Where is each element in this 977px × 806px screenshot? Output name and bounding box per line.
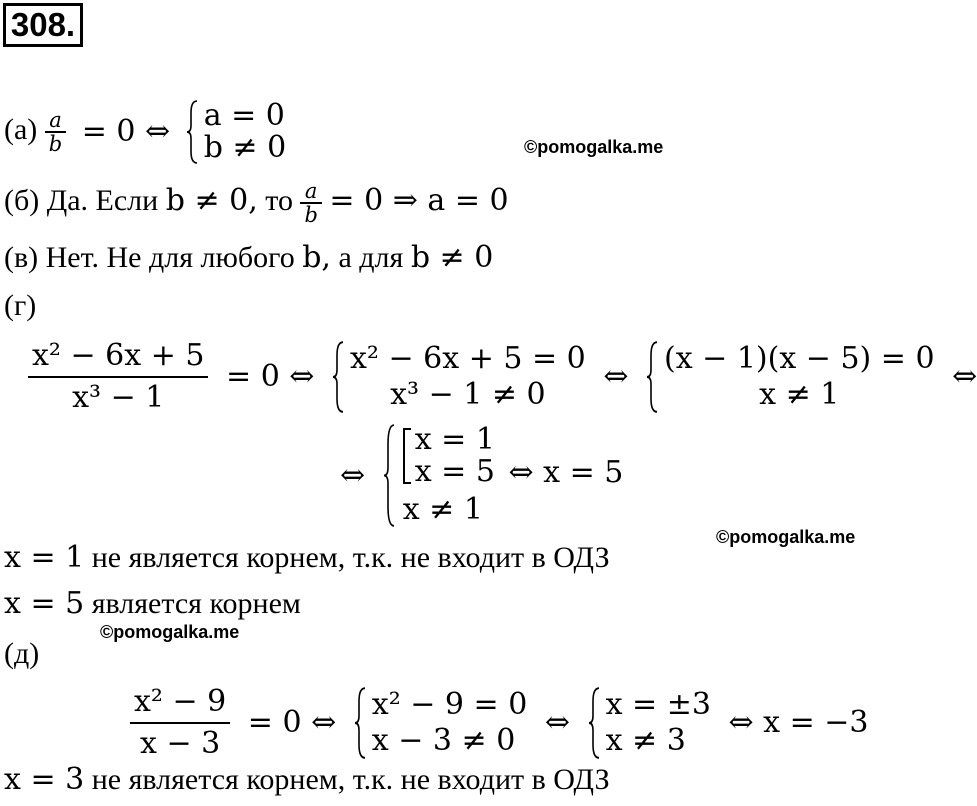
watermark-1: ©pomogalka.me: [524, 137, 664, 157]
brace-icon: [186, 100, 198, 164]
part-e-result: ⇔ x = −3: [728, 705, 869, 740]
part-d-result: ⇔ x = 5: [508, 455, 624, 490]
system-row: x ≠ 3: [605, 723, 686, 758]
part-e-fraction: [130, 682, 230, 764]
note-math: x = 5: [4, 586, 85, 621]
part-a-fraction: [45, 109, 66, 155]
brace-icon: [354, 687, 366, 759]
part-e-line1: [130, 682, 877, 764]
problem-number: 308.: [3, 3, 83, 47]
part-d-line2: [340, 424, 631, 527]
system-row: x² − 6x + 5 = 0: [350, 341, 586, 376]
brace-icon: [383, 424, 395, 527]
system-e2: [588, 687, 711, 759]
part-b-condition: b ≠ 0,: [165, 182, 258, 218]
note-text: не является корнем, т.к. не входит в ОДЗ: [91, 541, 610, 574]
note-math: x = 3: [4, 762, 85, 797]
part-b-fraction: [300, 180, 321, 226]
system-d2: [646, 341, 935, 413]
system-e1: [354, 687, 528, 759]
equals-iff: = 0 ⇔: [247, 705, 337, 740]
set-block: [403, 424, 495, 488]
part-d-label: (г): [4, 289, 37, 322]
note-text: является корнем: [91, 587, 301, 620]
iff-arrow: ⇔: [603, 359, 629, 394]
system-row: x ≠ 1: [402, 492, 483, 527]
part-e-label: (д): [4, 637, 40, 670]
fraction-denominator: b: [300, 202, 321, 226]
part-b: [4, 180, 509, 226]
system-row: x² − 9 = 0: [371, 687, 528, 722]
part-c-text: (в) Нет. Не для любого: [4, 241, 295, 274]
watermark-3: ©pomogalka.me: [100, 622, 240, 642]
part-a-label: (а): [4, 112, 38, 146]
fraction-numerator: x² − 9: [134, 684, 227, 719]
part-c-var: b,: [302, 240, 331, 275]
equals-iff: = 0 ⇔: [81, 114, 171, 149]
iff-arrow: ⇔: [340, 457, 366, 493]
part-d-note2: [4, 586, 301, 622]
part-b-text: (б) Да. Если: [4, 183, 159, 217]
brace-icon: [588, 687, 600, 759]
set-row: x = 5: [414, 454, 495, 489]
system-row: x ≠ 1: [759, 377, 840, 412]
part-a: [4, 100, 286, 164]
part-d-fraction: [28, 336, 208, 418]
fraction-denominator: x − 3: [130, 722, 230, 764]
note-text: не является корнем, т.к. не входит в ОДЗ: [91, 763, 610, 796]
system-row: x − 3 ≠ 0: [371, 723, 516, 758]
part-d-line1: [28, 336, 977, 418]
iff-arrow: ⇔: [544, 705, 571, 740]
part-c: [4, 240, 493, 276]
fraction-denominator: x³ − 1: [28, 376, 208, 418]
set-row: x = 1: [414, 422, 495, 457]
equals-iff: = 0 ⇔: [226, 359, 315, 394]
system-d1: [332, 341, 586, 413]
part-b-result: = 0 ⇒ a = 0: [329, 182, 509, 218]
system-row: x³ − 1 ≠ 0: [390, 377, 546, 412]
system-a: [186, 100, 287, 164]
system-row: b ≠ 0: [203, 130, 287, 165]
system-d3: [383, 424, 632, 527]
system-row: (x − 1)(x − 5) = 0: [664, 341, 935, 376]
bracket-icon: [403, 428, 411, 484]
part-c-text2: а для: [338, 241, 404, 274]
fraction-numerator: a: [304, 179, 318, 203]
part-b-text2: то: [265, 183, 293, 217]
fraction-numerator: x² − 6x + 5: [32, 338, 205, 373]
note-math: x = 1: [4, 540, 85, 575]
part-d-note1: [4, 540, 610, 576]
brace-icon: [332, 341, 344, 413]
system-row: a = 0: [203, 98, 285, 133]
watermark-2: ©pomogalka.me: [716, 527, 856, 547]
system-row: x = ±3: [605, 687, 711, 722]
brace-icon: [646, 341, 658, 413]
fraction-denominator: b: [45, 131, 66, 155]
iff-arrow: ⇔: [952, 359, 977, 394]
part-e-note: [4, 762, 610, 798]
part-c-condition: b ≠ 0: [410, 240, 494, 275]
fraction-numerator: a: [49, 108, 62, 132]
